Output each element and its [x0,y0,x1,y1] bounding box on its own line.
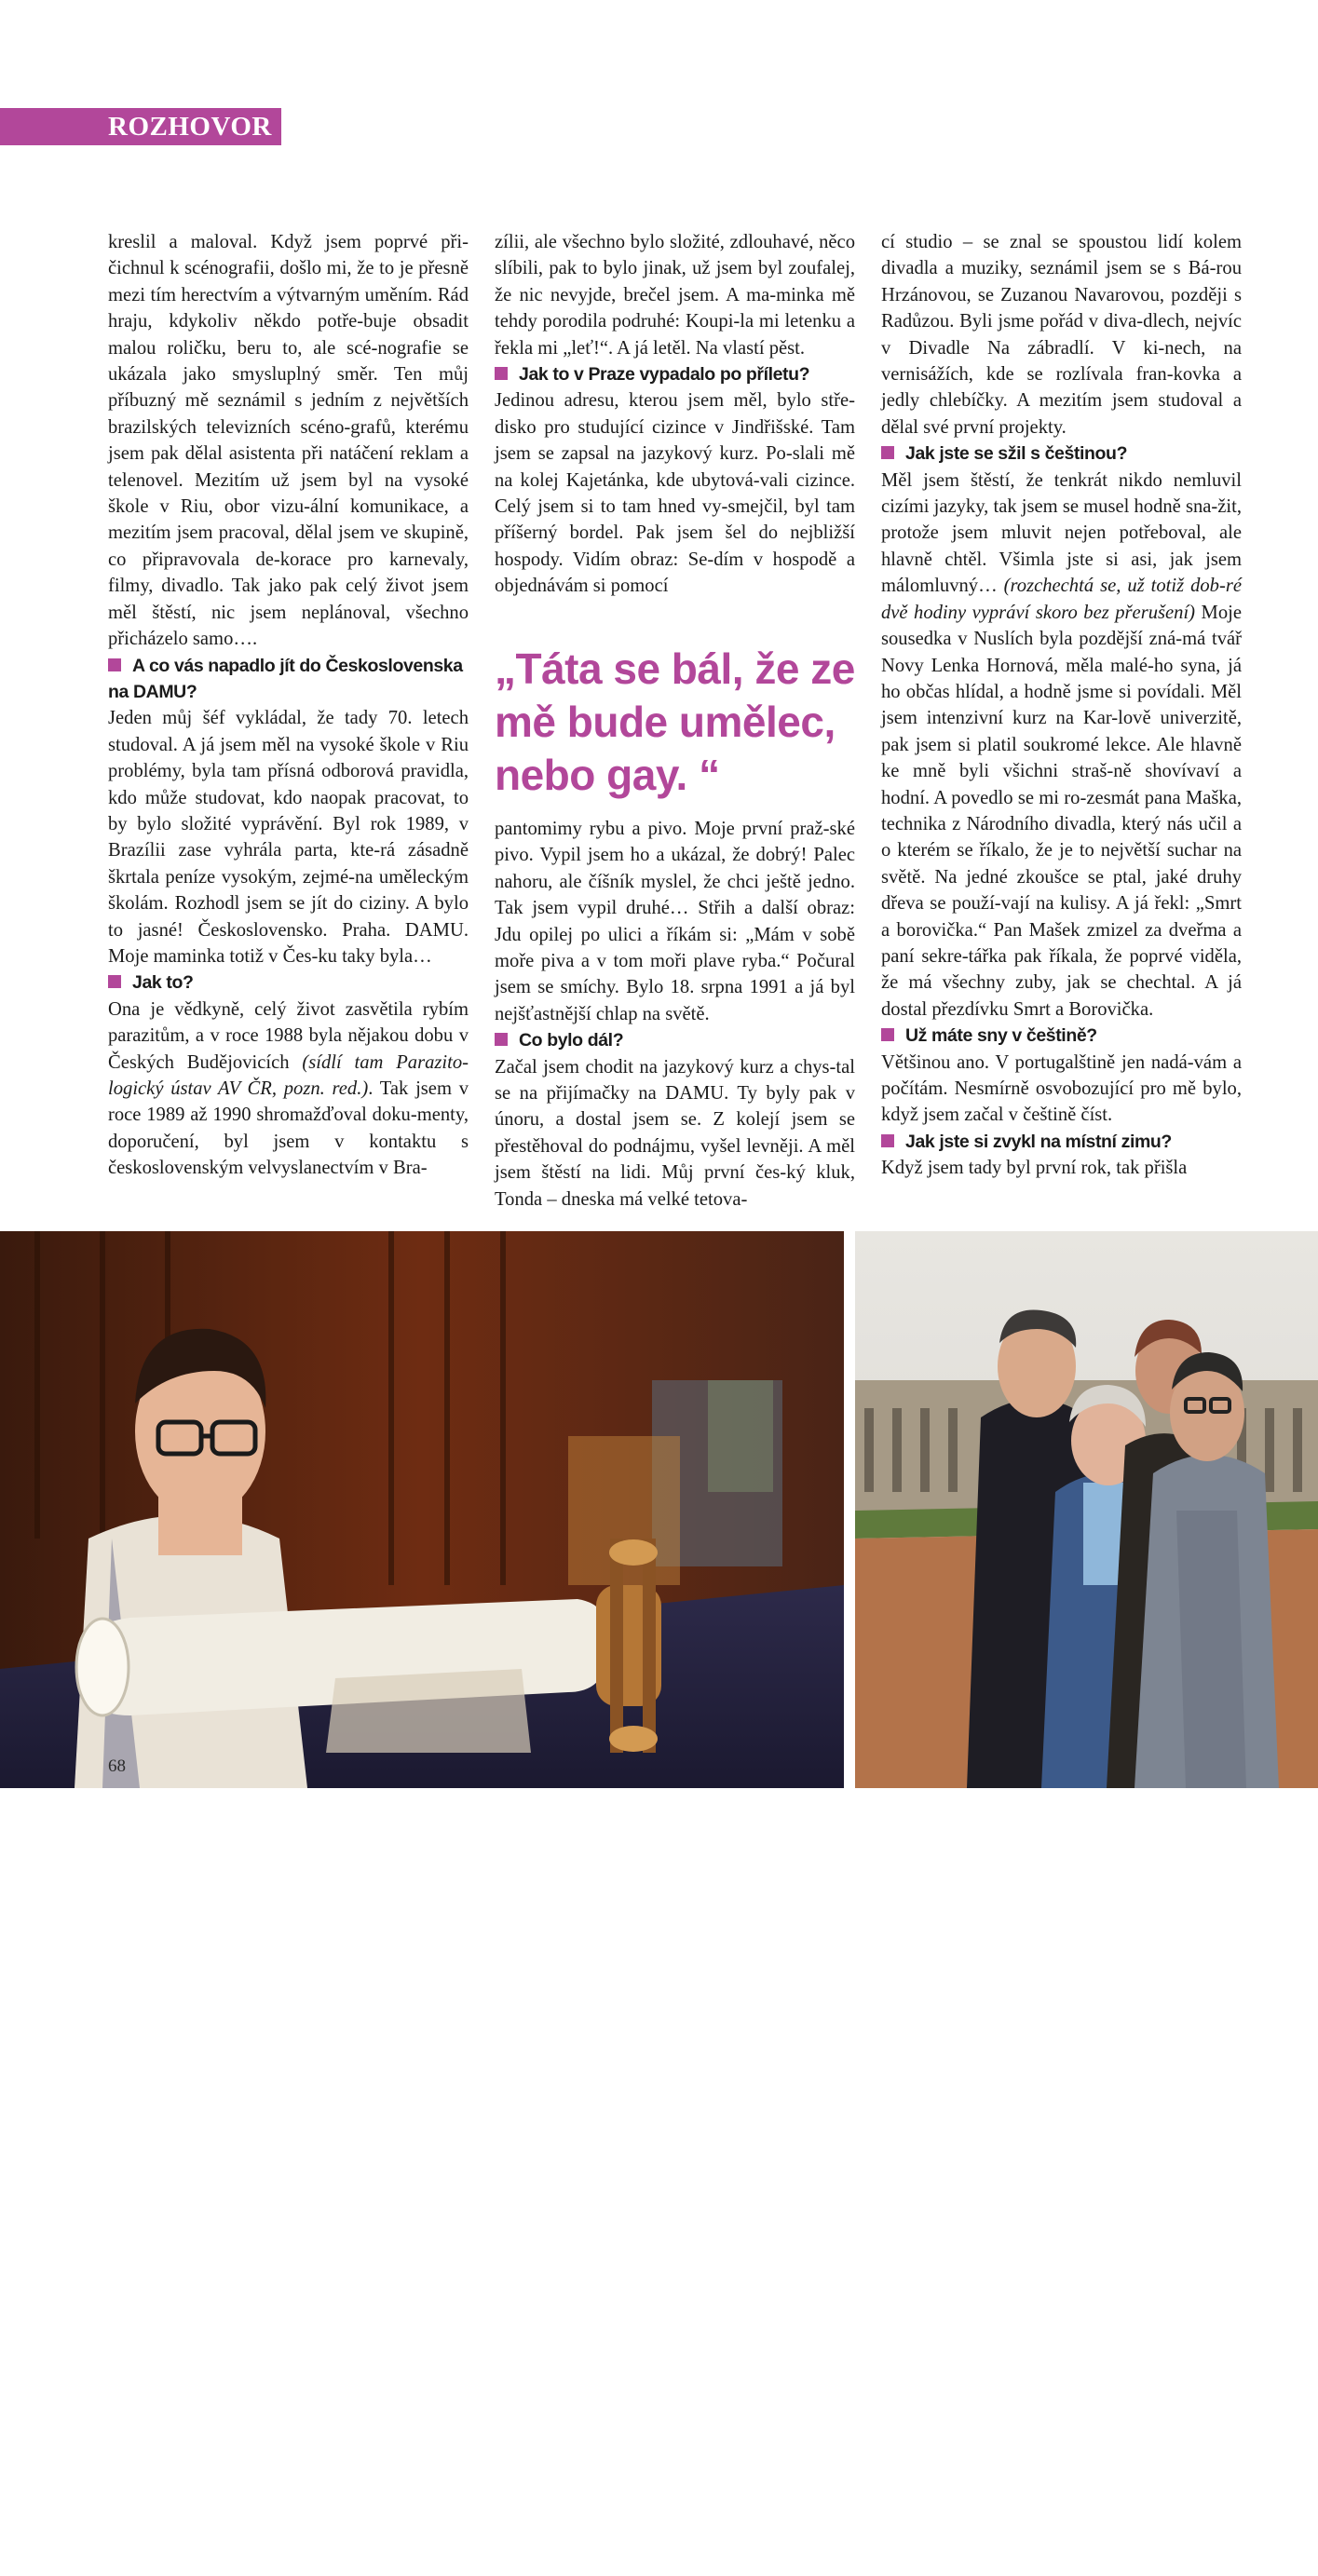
pull-quote: „Táta se bál, že ze mě bude umělec, nebo gay. “ [495,644,855,799]
interview-question: A co vás napadlo jít do Československa na DAMU? [108,653,469,706]
interview-question: Jak to? [108,969,469,996]
paragraph [881,468,1242,1024]
family-illustration [855,1231,1318,1788]
editor-note: (sídlí tam Parazito-logický ústav AV ČR, pozn. red.) [108,1051,469,1099]
paragraph [108,997,469,1182]
paragraph: kreslil a maloval. Když jsem poprvé při-čichnul k scénografii, došlo mi, že to je přesně mezi tím herectvím a výtvarným uměním. Rád hraju, kdykoliv někdo potře-buje obsadit malou roličku, beru to, ale scé-nografie se ukázala jako smysluplný směr. Ten můj příbuzný mě seznámil s jedním z největších brazilských televizních scéno-grafů, kterému jsem pak dělal asistenta při natáčení reklam a telenovel. Mezitím už jsem byl na vysoké škole v Riu, obor vizu-ální komunikace, a mezitím jsem pracoval, dělal jsem ve skupině, co připravovala de-korace pro karnevaly, filmy, divadlo. Tak jako pak celý život jsem měl štěstí, nic jsem neplánoval, všechno přicházelo samo…. [108,232,469,650]
page-number: 68 [108,1756,126,1776]
article-column-2-top [495,229,855,600]
photo-caption: „To je moje ´bar micva´. Je mi třináct let. Chlapec se stává v očích židovské komunity dospělým a poprvé veřejně čte z Tóry.“ v [541,2488,826,2574]
bar-mitzvah-illustration [0,1231,844,1788]
paragraph: Jeden můj šéf vykládal, že tady 70. letech studoval. A já jsem měl na vysoké škole v Riu problémy, byla tam přísná odborová pravidla, kdo může studovat, kdo naopak pracovat, to by bylo složité vyprávění. Byl rok 1989, v Brazílii zase vyhrála parta, kte-rá zásadně škrtala peníze vysokým, zejmé-na uměleckým školám. Rozhodl jsem se jít do ciziny. A bylo to jasné! Československo. Praha. DAMU. Moje maminka totiž v Čes-ku taky byla… [108,708,469,967]
article-column-1 [108,229,469,1182]
paragraph-text: Měl jsem štěstí, že tenkrát nikdo nemluvil cizími jazyky, tak jsem se musel hodně sna-žit, protože jsem mluvit nejen potřeboval, ale hlavně chtěl. Všimla jste si asi, jak jsem málomluvný… [881,469,1242,597]
paragraph: cí studio – se znal se spoustou lidí kolem divadla a muziky, seznámil jsem se s Bá-rou Hrzánovou, se Zuzanou Navarovou, později s Radůzou. Byli jsme pořád v diva-dlech, nejvíc v Divadle Na zábradlí. V ki-nech, na vernisážích, kde se rozlívala fran-kovka a jedly chlebíčky. A mezitím jsem studoval a dělal své první projekty. [881,232,1242,438]
paragraph: Jedinou adresu, kterou jsem měl, bylo stře-disko pro studující cizince v Jindřišské. Tam jsem se zapsal na jazykový kurz. Po-slali mě na kolej Kajetánka, kde ubytová-vali cizince. Celý jsem si to tam hned vy-smejčil, byl tam příšerný bordel. Pak jsem šel do nejbližší hospody. Vidím obraz: Se-dím v hospodě a objednávám si pomocí [495,390,855,597]
interview-question: Jak jste si zvykl na místní zimu? [881,1129,1242,1155]
paragraph-text: . Tak jsem v roce 1989 až 1990 shromažďoval doku-menty, doporučení, byl jsem v kontaktu s československým velvyslanectvím v Bra- [108,1078,469,1179]
paragraph: pantomimy rybu a pivo. Moje první praž-ské pivo. Vypil jsem ho a ukázal, že dobrý! Palec nahoru, ale číšník myslel, že chci ještě jedno. Tak jsem vypil druhé… Střih a další obraz: Jdu opilej po ulici a říkám si: „Mám v sobě moře piva a v tom moři plave ryba.“ Počural jsem se smíchy. Bylo 18. srpna 1991 a já byl nejšťastnější chlap na světě. [495,819,855,1024]
bar-mitzvah-photo [0,1231,844,2574]
paragraph: zílii, ale všechno bylo složité, zdlouhavé, něco slíbili, pak to bylo jinak, už jsem byl zoufalej, že nic nevyjde, brečel jsem. A ma-minka mě tehdy porodila podruhé: Koupi-la mi letenku a řekla mi „leť!“. A já letěl. Na vlastí pěst. [495,232,855,359]
section-label: ROZHOVOR [0,108,281,145]
interview-question: Co bylo dál? [495,1027,855,1053]
article-column-3 [881,229,1242,1182]
family-photo [855,1231,1318,1788]
paragraph-text: Moje sousedka v Nuslích byla pozdější zná-má tvář Novy Lenka Hornová, měla malé-ho syna, já ho občas hlídal, a hodně jsme si povídali. Měl jsem intenzivní kurz na Kar-lově univerzitě, pak jsem si platil soukromé lekce. Ale hlavně ke mně byli všichni straš-ně shovívaví a hodní. A povedlo se mi ro-zesmát pana Maška, technika z Národního divadla, který nás učil a o kterém se říkalo, že je to největší suchar na světě. Na jedné zkoušce se ptal, jaké druhy dřeva se použí-vají na kulisy. A já řekl: „Smrt a borovička.“ Pan Mašek zmizel za dveřma a paní sekre-tářka pak říkala, že poprvé viděla, že má všechny zuby, jak se chechtal. A já dostal přezdívku Smrt a Borovička. [881,602,1242,1020]
paragraph: Začal jsem chodit na jazykový kurz a chys-tal se na přijímačky na DAMU. Ty byly pak v únoru, a dostal jsem se. Z kolejí jsem se přestěhoval do podnájmu, vyšel levněji. A měl jsem štěstí na lidi. Můj první čes-ký kluk, Tonda – dneska má velké tetova- [495,1056,855,1210]
paragraph-text: Ona je vědkyně, celý život zasvětila rybím parazitům, a v roce 1988 byla nějakou dobu v Českých Budějovicích [108,998,469,1073]
interview-question: Jak jste se sžil s češtinou? [881,441,1242,467]
paragraph: Když jsem tady byl první rok, tak přišla [881,1158,1188,1179]
editor-note: (rozchechtá se, už totiž dob-ré dvě hodiny vypráví skoro bez přerušení) [881,576,1242,623]
article-column-2-bottom [495,816,855,1213]
paragraph: Většinou ano. V portugalštině jen nadá-vám a počítám. Nesmírně osvobozující pro mě bylo, když jsem začal v češtině číst. [881,1051,1242,1126]
interview-question: Jak to v Praze vypadalo po příletu? [495,361,855,387]
interview-question: Už máte sny v češtině? [881,1023,1242,1049]
